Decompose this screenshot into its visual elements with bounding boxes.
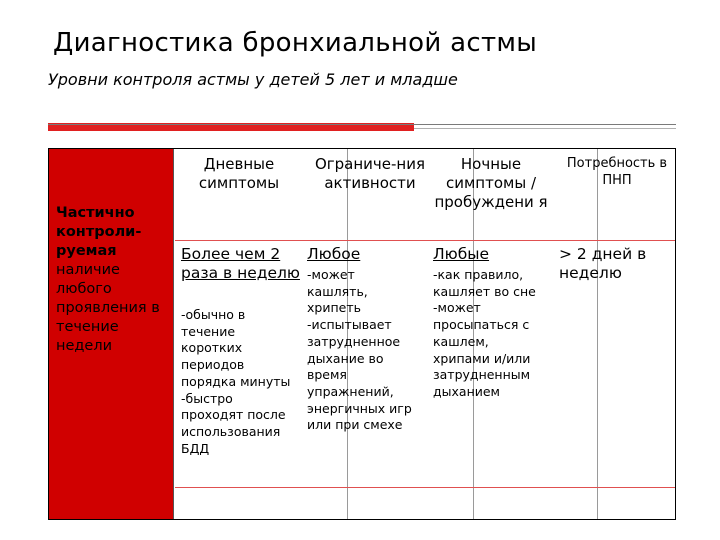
row-header-text xyxy=(56,204,171,356)
header-row-divider xyxy=(175,240,675,241)
cell-night-symptoms-notes: -как правило, кашляет во сне -может просыпаться с кашлем, хрипами и/или затрудненным дыханием xyxy=(433,267,536,399)
cell-rescue-need-lead: > 2 дней в неделю xyxy=(559,245,647,282)
column-header-activity-limits: Ограниче-ния активности xyxy=(314,155,426,192)
column-divider xyxy=(597,149,598,519)
divider-line-secondary xyxy=(414,128,676,129)
row-header-description: наличие любого проявления в течение недели xyxy=(56,262,160,354)
cell-activity-limits-lead: Любое xyxy=(307,245,361,263)
divider-line xyxy=(48,124,676,125)
cell-night-symptoms-lead: Любые xyxy=(433,245,490,263)
cell-activity-limits-notes: -может кашлять, хрипеть -испытывает затрудненное дыхание во время упражнений, энергичных игр или при смехе xyxy=(307,267,412,433)
page-subtitle: Уровни контроля астмы у детей 5 лет и младше xyxy=(48,70,458,89)
row-header-title: Частично контроли-руемая xyxy=(56,205,142,259)
control-levels-table xyxy=(48,148,676,520)
column-header-day-symptoms: Дневные симптомы xyxy=(198,155,280,192)
cell-day-symptoms-notes: -обычно в течение коротких периодов порядка минуты -быстро проходят после использования БДД xyxy=(181,307,291,456)
bottom-row-divider xyxy=(175,487,675,488)
column-header-rescue-need: Потребность в ПНП xyxy=(566,156,668,188)
cell-day-symptoms-lead: Более чем 2 раза в неделю xyxy=(181,245,300,282)
column-header-night-symptoms: Ночные симптомы / пробуждени я xyxy=(434,155,548,211)
row-header-cell xyxy=(49,149,174,519)
page-title: Диагностика бронхиальной астмы xyxy=(53,28,538,58)
